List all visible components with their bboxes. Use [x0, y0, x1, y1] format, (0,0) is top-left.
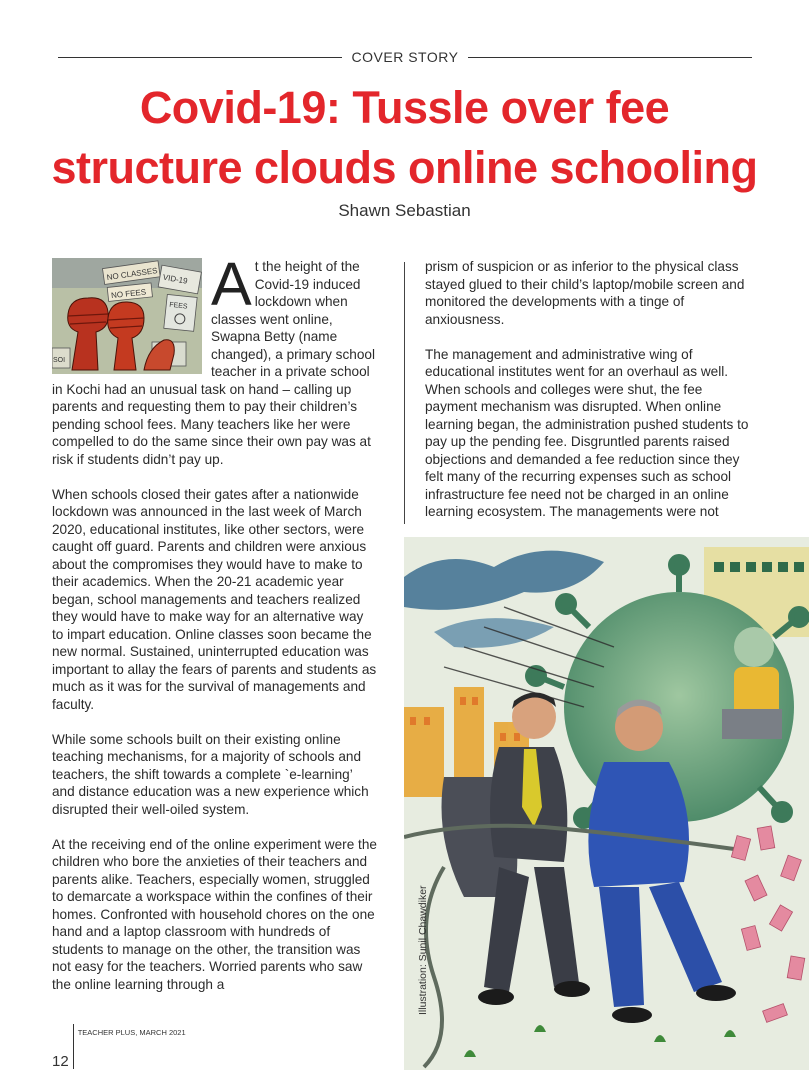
protest-thumbnail-image	[52, 258, 202, 374]
sign-fees: FEES	[168, 301, 188, 311]
paragraph-2: When schools closed their gates after a nationwide lockdown was announced in the last week of March 2020, educational institutes, like other sectors, were caught off guard. Parents and children were anxious about the compromises they would have to make to their academics. When the 20-21 academic year began, school managements and teachers realized they would have to make way for an alternative way to impart education. Online classes soon became the new normal. Sustained, uninterrupted education was important to allay the fears of parents and students as much as it was for the survival of managements and faculty.	[52, 486, 377, 712]
tug-of-war-illustration	[404, 537, 809, 1070]
author-byline: Shawn Sebastian	[338, 201, 471, 220]
column-divider	[404, 262, 405, 524]
sign-vid19: VID-19	[162, 272, 189, 286]
sign-soi: SOI	[53, 357, 66, 364]
page-number: 12	[52, 1053, 69, 1070]
magazine-issue: TEACHER PLUS, MARCH 2021	[77, 1028, 186, 1037]
sign-no-fees: NO FEES	[110, 287, 147, 301]
illustration-credit: Illustration: Sunil Chawdiker	[417, 885, 429, 1015]
page-footer	[52, 1024, 186, 1069]
footer-divider	[73, 1024, 74, 1069]
drop-cap: A	[211, 250, 252, 318]
section-rule-left	[58, 57, 342, 58]
headline-line-1: Covid-19: Tussle over fee	[139, 82, 670, 133]
headline-line-2: structure clouds online schooling	[51, 142, 758, 193]
paragraph-6: The management and administrative wing of educational institutes went for an overhaul as well. When schools and colleges were shut, the fee payment mechanism was disrupted. When online learning began, the administration pushed students to pay up the pending fee. Disgruntled parents raised objections and demanded a fee reduction since they felt many of the recurring expenses such as school infrastructure fee need not be charged in an online learning ecosystem. The managements were not	[425, 346, 749, 519]
paragraph-1	[52, 250, 378, 468]
protest-fists-illustration	[52, 258, 202, 374]
right-column	[425, 258, 755, 538]
sign-no-classes: NO CLASSES	[106, 266, 159, 283]
article-headline	[0, 78, 809, 198]
section-rule-right	[468, 57, 752, 58]
paragraph-4: At the receiving end of the online experiment were the children who bore the anxieties of their teachers and parents alike. Teachers, especially women, struggled to demarcate a workspace within the confines of their homes. Confronted with household chores on the one hand and a laptop classroom with hundreds of students to manage on the other, the transition was not easy for the teachers. Worried parents who saw the online learning through a	[52, 836, 377, 992]
paragraph-5: prism of suspicion or as inferior to the physical class stayed glued to their child’s laptop/mobile screen and monitored the developments with a tinge of anxiousness.	[425, 259, 745, 327]
section-header	[58, 47, 752, 67]
left-column	[52, 250, 378, 1011]
paragraph-3: While some schools built on their existing online teaching mechanisms, for a majority of schools and teachers, the shift towards a complete `e-learning’ and distance education was a new experience which disrupted their well-oiled system.	[52, 731, 369, 817]
illustration-artwork	[404, 537, 809, 1070]
section-label: COVER STORY	[351, 49, 459, 65]
paragraph-1-text: t the height of the Covid-19 induced lockdown when classes went online, Swapna Betty (name changed), a primary school teacher in a private school in Kochi had an unusual task on hand – calling up parents and requesting them to pay their children’s pending school fees. Many teachers like her were compelled to do the same since their own pay was at risk if students didn’t pay up.	[52, 259, 375, 467]
